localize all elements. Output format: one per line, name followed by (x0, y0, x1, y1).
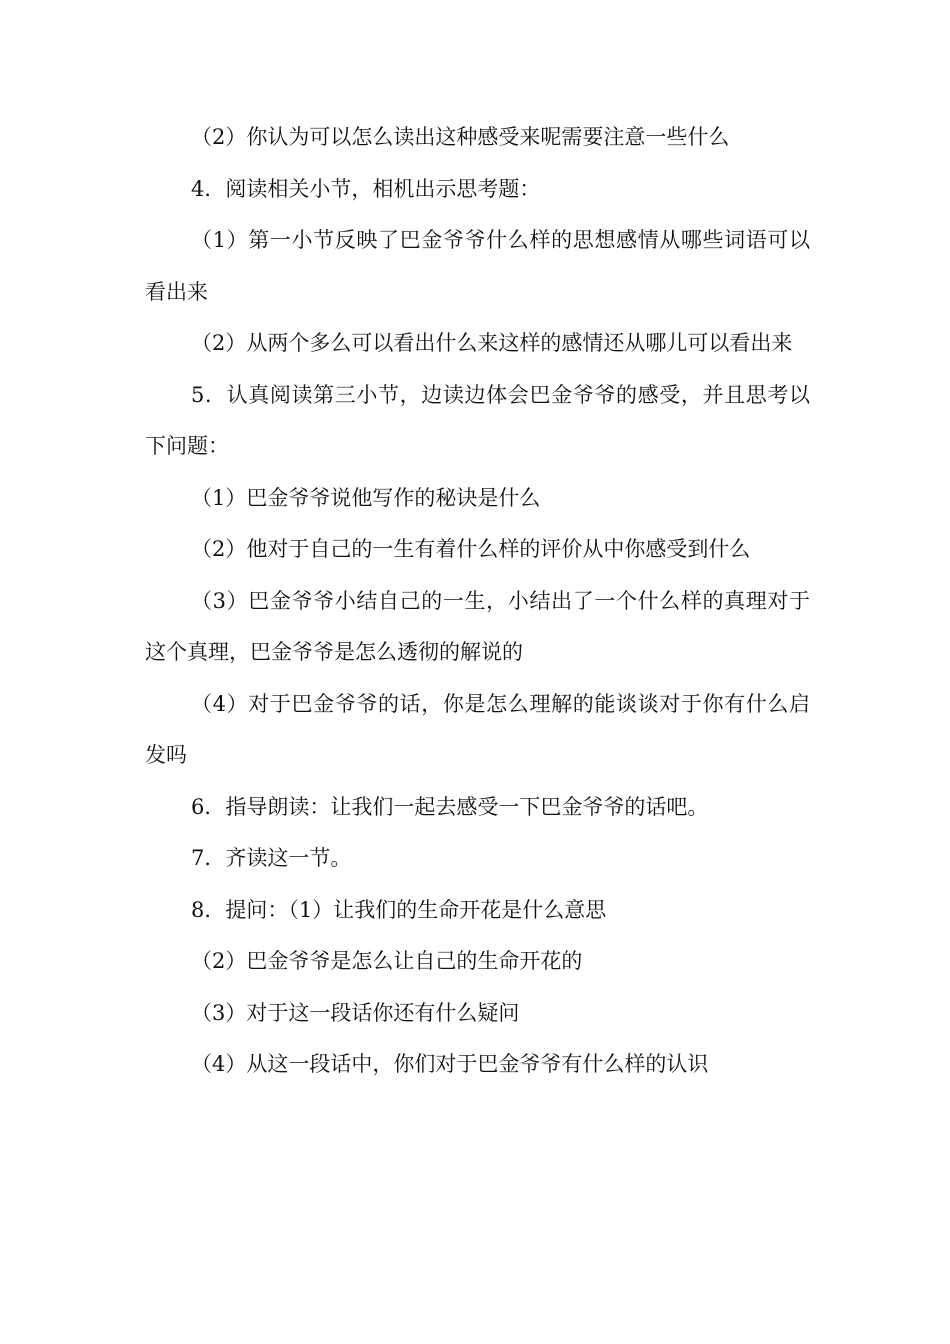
paragraph-step-5-q1: （1）巴金爷爷说他写作的秘诀是什么 (191, 485, 541, 510)
paragraph-step-5-q2: （2）他对于自己的一生有着什么样的评价从中你感受到什么 (191, 537, 751, 561)
paragraph-step-5-q4: （4）对于巴金爷爷的话，你是怎么理解的能谈谈对于你有什么启发吗 (145, 691, 810, 767)
paragraph-step-4-q2: （2）从两个多么可以看出什么来这样的感情还从哪儿可以看出来 (191, 331, 793, 355)
document-body (145, 112, 810, 1091)
paragraph-read-aloud-question: （2）你认为可以怎么读出这种感受来呢需要注意一些什么 (191, 125, 730, 149)
paragraph-step-8: 8．提问：（1）让我们的生命开花是什么意思 (191, 897, 607, 922)
paragraph-step-4: 4．阅读相关小节，相机出示思考题： (191, 176, 541, 201)
paragraph-step-8-q4: （4）从这一段话中，你们对于巴金爷爷有什么样的认识 (191, 1052, 709, 1076)
paragraph-step-8-q3: （3）对于这一段话你还有什么疑问 (191, 1000, 520, 1025)
paragraph-step-5: 5．认真阅读第三小节，边读边体会巴金爷爷的感受，并且思考以下问题： (145, 382, 810, 458)
paragraph-step-8-q2: （2）巴金爷爷是怎么让自己的生命开花的 (191, 949, 583, 973)
paragraph-step-4-q1: （1）第一小节反映了巴金爷爷什么样的思想感情从哪些词语可以看出来 (145, 228, 810, 304)
paragraph-step-6: 6．指导朗读：让我们一起去感受一下巴金爷爷的话吧。 (191, 794, 709, 819)
paragraph-step-5-q3: （3）巴金爷爷小结自己的一生，小结出了一个什么样的真理对于这个真理，巴金爷爷是怎么透彻的解说的 (145, 588, 810, 664)
paragraph-step-7: 7．齐读这一节。 (191, 846, 352, 870)
